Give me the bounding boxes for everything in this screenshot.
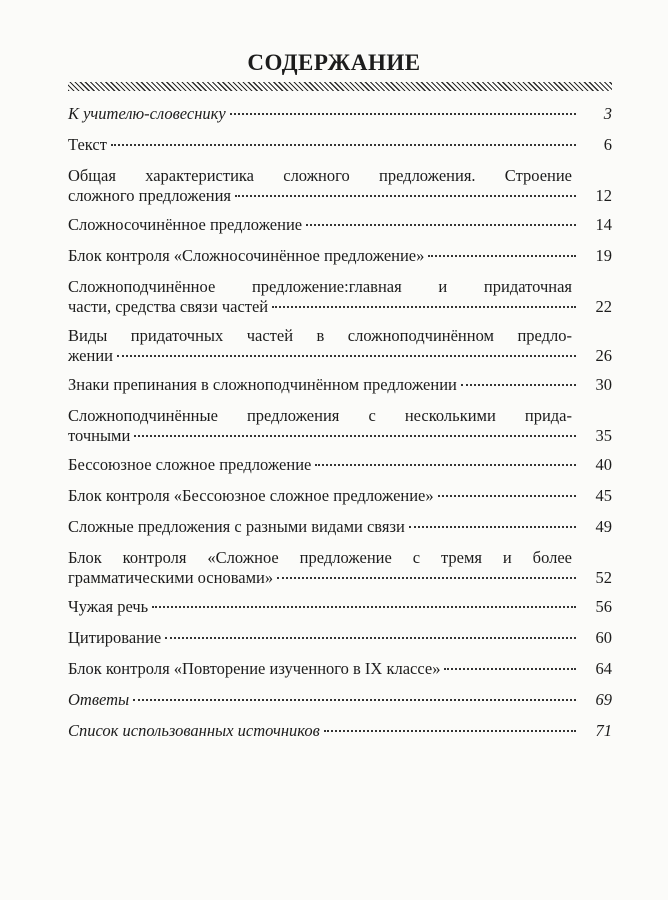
toc-entry[interactable] [68,455,612,475]
toc-entry[interactable] [68,486,612,506]
toc-entry[interactable] [68,246,612,266]
dot-leader [133,699,576,701]
toc-page-number: 12 [595,186,612,205]
toc-entry-title: Список использованных источников [68,721,320,740]
dot-leader [117,355,576,357]
dot-leader [409,526,576,528]
toc-entry[interactable] [68,166,612,206]
dot-leader [152,606,576,608]
toc-page-number: 49 [595,517,612,536]
toc-entry[interactable] [68,548,612,588]
toc-page-number: 30 [595,375,612,394]
toc-page-number: 60 [595,628,612,647]
toc-entry[interactable] [68,326,612,366]
toc-entry[interactable] [68,215,612,235]
dot-leader [306,224,576,226]
dot-leader [315,464,576,466]
toc-entry[interactable] [68,721,612,741]
toc-page-number: 56 [595,597,612,616]
toc-entry[interactable] [68,517,612,537]
toc-entry-title: грамматическими основами» [68,568,274,587]
toc-entry-title: Ответы [68,690,130,709]
dot-leader [165,637,576,639]
toc-entry-title: Бессоюзное сложное предложение [68,455,312,474]
toc-entry[interactable] [68,277,612,317]
dot-leader [272,306,576,308]
toc-entry-title: К учителю-словеснику [68,104,226,123]
toc-entry[interactable] [68,135,612,155]
toc-entry[interactable] [68,104,612,124]
toc-entry[interactable] [68,406,612,446]
dot-leader [324,730,576,732]
table-of-contents [68,104,612,752]
toc-page-number: 19 [595,246,612,265]
toc-entry-title-line: Блок контроля «Сложное предложение с тремя и более [68,548,572,567]
toc-entry[interactable] [68,628,612,648]
toc-entry-title: Блок контроля «Сложносочинённое предложение» [68,246,425,265]
toc-page-number: 45 [595,486,612,505]
toc-entry-title: части, средства связи частей [68,297,269,316]
toc-entry-title: Чужая речь [68,597,149,616]
dot-leader [134,435,576,437]
toc-page-number: 52 [595,568,612,587]
dot-leader [235,195,576,197]
toc-page-number: 3 [603,104,612,123]
toc-entry-title-line: Виды придаточных частей в сложноподчинённом предло- [68,326,572,345]
toc-page-number: 64 [595,659,612,678]
dot-leader [461,384,576,386]
dot-leader [428,255,576,257]
toc-entry[interactable] [68,659,612,679]
toc-entry-title: Сложные предложения с разными видами связи [68,517,405,536]
toc-page-number: 26 [595,346,612,365]
dot-leader [230,113,576,115]
toc-entry-title: Текст [68,135,107,154]
toc-entry[interactable] [68,690,612,710]
toc-page-number: 40 [595,455,612,474]
toc-entry[interactable] [68,375,612,395]
toc-entry-title: Цитирование [68,628,162,647]
toc-entry-title: сложного предложения [68,186,232,205]
toc-page-number: 6 [603,135,612,154]
toc-entry-title-line: Сложноподчинённое предложение:главная и придаточная [68,277,572,296]
dot-leader [444,668,576,670]
toc-entry-title: Блок контроля «Бессоюзное сложное предложение» [68,486,434,505]
toc-entry-title: Блок контроля «Повторение изученного в IX классе» [68,659,441,678]
toc-entry-title-line: Общая характеристика сложного предложения. Строение [68,166,572,185]
dot-leader [111,144,576,146]
dot-leader [438,495,576,497]
toc-page-number: 71 [595,721,612,740]
toc-entry-title: Знаки препинания в сложноподчинённом предложении [68,375,457,394]
dot-leader [277,577,576,579]
page-title: СОДЕРЖАНИЕ [247,50,421,75]
toc-entry-title: жении [68,346,113,365]
toc-entry-title: точными [68,426,131,445]
toc-page-number: 22 [595,297,612,316]
toc-page-number: 35 [595,426,612,445]
toc-page-number: 14 [595,215,612,234]
toc-entry-title-line: Сложноподчинённые предложения с несколькими прида- [68,406,572,425]
toc-entry[interactable] [68,597,612,617]
title-hatched-rule [68,82,612,91]
toc-page-number: 69 [595,690,612,709]
toc-entry-title: Сложносочинённое предложение [68,215,303,234]
